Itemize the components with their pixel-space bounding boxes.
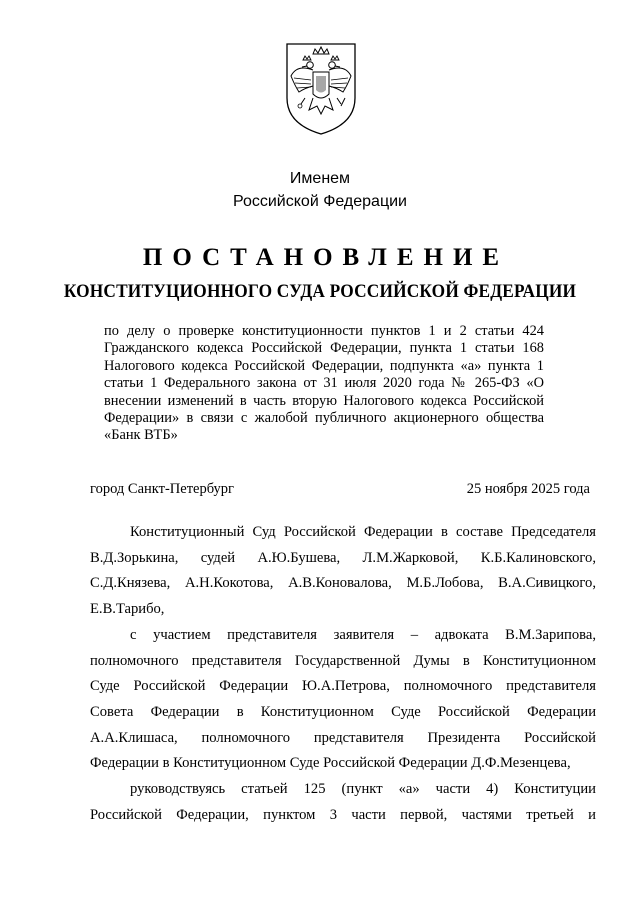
document-type-title: ПОСТАНОВЛЕНИЕ [142,244,510,271]
place-of-issue: город Санкт-Петербург [90,481,235,497]
document-body [90,520,596,828]
subject-line: Гражданского кодекса Российской Федерации, пункта 1 статьи 168 [104,340,544,357]
subject-line: «Банк ВТБ» [104,427,178,444]
coat-of-arms-emblem [283,40,359,136]
body-line: С.Д.Князева, А.Н.Кокотова, А.В.Коновалова, М.Б.Лобова, В.А.Сивицкого, [90,575,596,592]
body-line: А.А.Клишаса, полномочного представителя Президента Российской [90,729,596,746]
body-line: Конституционный Суд Российской Федерации в составе Председателя [130,524,596,540]
body-line: Федерации в Конституционном Суде Российской Федерации Д.Ф.Мезенцева, [90,755,571,772]
federation-heading: Российской Федерации [233,193,407,210]
body-line: Суде Российской Федерации Ю.А.Петрова, полномочного представителя [90,678,596,695]
body-line: с участием представителя заявителя – адвоката В.М.Зарипова, [130,626,596,643]
body-line: полномочного представителя Государственной Думы в Конституционном [90,652,596,669]
body-line: руководствуясь статьей 125 (пункт «а» части 4) Конституции [130,781,596,798]
subject-line: Налогового кодекса Российской Федерации, подпункта «а» пункта 1 [104,357,544,374]
case-subject [104,323,544,445]
subject-line: статьи 1 Федерального закона от 31 июля 2020 года № 265-ФЗ «О [104,375,544,392]
body-line: Е.В.Тарибо, [90,601,165,618]
body-line: Совета Федерации в Конституционном Суде Российской Федерации [90,703,596,720]
subject-line: внесении изменений в часть вторую Налогового кодекса Российской [104,392,544,409]
court-title: КОНСТИТУЦИОННОГО СУДА РОССИЙСКОЙ ФЕДЕРАЦИИ [63,281,577,302]
date-of-issue: 25 ноября 2025 года [466,481,590,497]
body-line: Российской Федерации, пунктом 3 части первой, частями третьей и [90,806,596,823]
in-name-heading: Именем [289,170,351,187]
subject-line: Федерации» в связи с жалобой публичного акционерного общества [104,410,544,427]
subject-line: по делу о проверке конституционности пунктов 1 и 2 статьи 424 [104,323,544,339]
body-line: В.Д.Зорькина, судей А.Ю.Бушева, Л.М.Жарковой, К.Б.Калиновского, [90,549,596,566]
